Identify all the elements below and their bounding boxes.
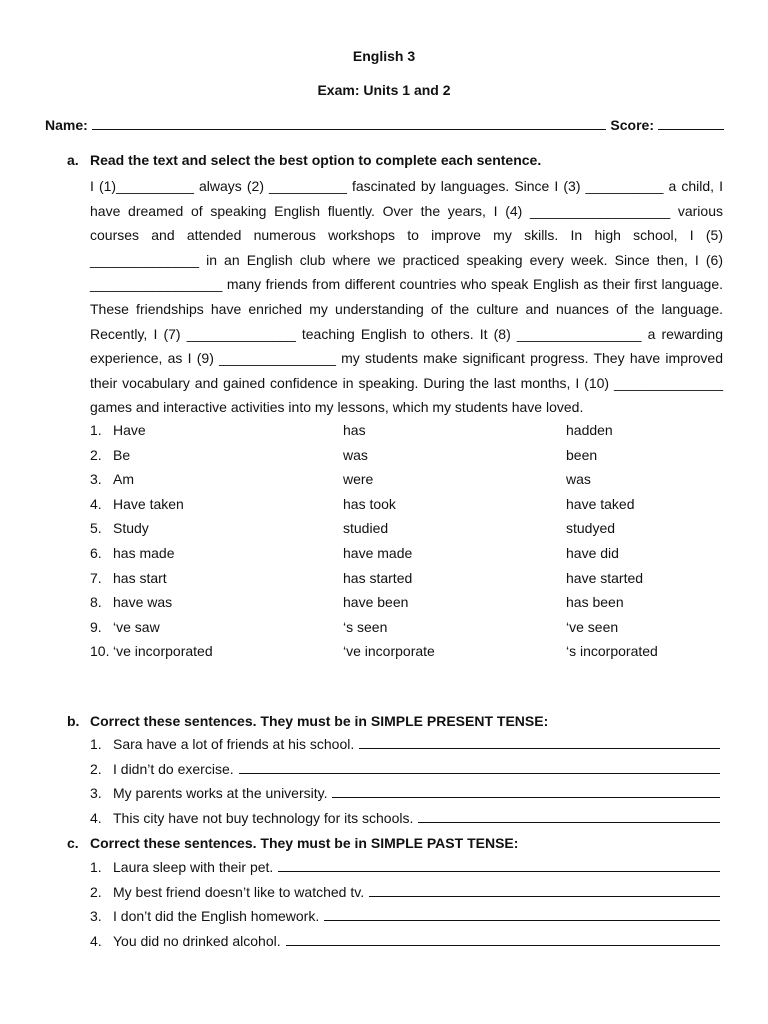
option-c[interactable]: been bbox=[566, 446, 598, 463]
option-number: 2. bbox=[90, 446, 102, 463]
name-field[interactable] bbox=[92, 117, 607, 130]
option-b[interactable]: studied bbox=[343, 520, 389, 537]
answer-line[interactable] bbox=[239, 761, 720, 774]
sentence-row bbox=[90, 859, 720, 875]
option-number: 10. bbox=[90, 643, 110, 660]
option-c[interactable]: has been bbox=[566, 594, 624, 611]
option-c[interactable]: have taked bbox=[566, 495, 635, 512]
option-a[interactable]: Am bbox=[113, 471, 134, 488]
sentence-number: 3. bbox=[90, 785, 102, 801]
option-b[interactable]: ‘ve incorporate bbox=[343, 643, 435, 660]
option-row bbox=[90, 570, 730, 590]
sentence-row bbox=[90, 810, 720, 826]
exam-title: Exam: Units 1 and 2 bbox=[317, 82, 451, 98]
option-b[interactable]: was bbox=[343, 446, 368, 463]
section-c-heading bbox=[67, 835, 518, 851]
section-a-instruction: Read the text and select the best option to complete each sentence. bbox=[90, 152, 542, 168]
option-row bbox=[90, 594, 730, 614]
answer-line[interactable] bbox=[332, 785, 720, 798]
sentence-text: You did no drinked alcohol. bbox=[113, 932, 281, 949]
name-score-row bbox=[45, 117, 724, 133]
answer-line[interactable] bbox=[324, 908, 720, 921]
section-b-heading bbox=[67, 713, 548, 729]
sentence-text: This city have not buy technology for its schools. bbox=[113, 809, 414, 826]
sentence-number: 2. bbox=[90, 883, 102, 900]
section-a-heading bbox=[67, 152, 541, 168]
sentence-text: I don’t did the English homework. bbox=[113, 908, 320, 924]
option-number: 6. bbox=[90, 545, 102, 561]
option-row bbox=[90, 619, 730, 639]
option-a[interactable]: Study bbox=[113, 520, 149, 537]
section-c-instruction: Correct these sentences. They must be in SIMPLE PAST TENSE: bbox=[90, 835, 519, 851]
sentence-row bbox=[90, 736, 720, 752]
option-b[interactable]: has took bbox=[343, 495, 396, 512]
option-a[interactable]: has start bbox=[113, 569, 167, 586]
answer-line[interactable] bbox=[418, 810, 720, 823]
option-number: 8. bbox=[90, 594, 102, 611]
course-title: English 3 bbox=[352, 48, 416, 64]
option-number: 3. bbox=[90, 471, 102, 488]
option-c[interactable]: ‘ve seen bbox=[566, 618, 619, 635]
option-b[interactable]: ‘s seen bbox=[343, 618, 388, 635]
option-b[interactable]: has started bbox=[343, 569, 413, 586]
sentence-number: 2. bbox=[90, 760, 102, 777]
option-a[interactable]: ‘ve incorporated bbox=[113, 643, 213, 660]
section-b-letter: b. bbox=[67, 713, 80, 729]
sentence-row bbox=[90, 933, 720, 949]
sentence-number: 4. bbox=[90, 809, 102, 826]
option-c[interactable]: studyed bbox=[566, 520, 616, 537]
score-field[interactable] bbox=[658, 117, 724, 130]
option-c[interactable]: was bbox=[566, 471, 591, 488]
option-number: 7. bbox=[90, 569, 102, 586]
sentence-number: 1. bbox=[90, 736, 102, 752]
option-row bbox=[90, 471, 730, 491]
option-b[interactable]: has bbox=[343, 422, 366, 438]
answer-line[interactable] bbox=[286, 933, 720, 946]
sentence-text: My best friend doesn’t like to watched tv. bbox=[113, 883, 365, 900]
option-b[interactable]: have made bbox=[343, 545, 413, 561]
option-c[interactable]: hadden bbox=[566, 422, 613, 438]
sentence-text: I didn’t do exercise. bbox=[113, 760, 234, 777]
sentence-text: Sara have a lot of friends at his school. bbox=[113, 736, 355, 752]
option-a[interactable]: have was bbox=[113, 594, 173, 611]
sentence-text: My parents works at the university. bbox=[113, 785, 328, 801]
option-a[interactable]: Have bbox=[113, 422, 146, 438]
option-row bbox=[90, 496, 730, 516]
answer-line[interactable] bbox=[359, 736, 720, 749]
name-label: Name: bbox=[45, 117, 88, 133]
section-a-letter: a. bbox=[67, 152, 79, 168]
option-b[interactable]: were bbox=[343, 471, 374, 488]
option-b[interactable]: have been bbox=[343, 594, 409, 611]
option-number: 5. bbox=[90, 520, 102, 537]
option-row bbox=[90, 520, 730, 540]
option-a[interactable]: has made bbox=[113, 545, 175, 561]
sentence-row bbox=[90, 785, 720, 801]
sentence-row bbox=[90, 884, 720, 900]
section-b-instruction: Correct these sentences. They must be in SIMPLE PRESENT TENSE: bbox=[90, 713, 549, 729]
sentence-number: 1. bbox=[90, 859, 102, 875]
option-a[interactable]: Have taken bbox=[113, 495, 184, 512]
option-a[interactable]: ‘ve saw bbox=[113, 618, 160, 635]
answer-line[interactable] bbox=[278, 859, 720, 872]
option-row bbox=[90, 447, 730, 467]
score-label: Score: bbox=[610, 117, 654, 133]
answer-line[interactable] bbox=[369, 884, 720, 897]
sentence-row bbox=[90, 908, 720, 924]
option-a[interactable]: Be bbox=[113, 446, 131, 463]
option-number: 1. bbox=[90, 422, 102, 438]
option-number: 9. bbox=[90, 618, 102, 635]
option-row bbox=[90, 422, 730, 442]
option-row bbox=[90, 643, 730, 663]
sentence-text: Laura sleep with their pet. bbox=[113, 859, 274, 875]
sentence-number: 4. bbox=[90, 932, 102, 949]
option-row bbox=[90, 545, 730, 565]
option-c[interactable]: have started bbox=[566, 569, 644, 586]
option-number: 4. bbox=[90, 495, 102, 512]
sentence-row bbox=[90, 761, 720, 777]
option-c[interactable]: have did bbox=[566, 545, 619, 561]
section-a-paragraph: I (1)__________ always (2) __________ fascinated by languages. Since I (3) __________ a child, I have dreamed of speaking English fluently. Over the years, I (4) __________________ various courses and attended numerous workshops to improve my skills. In high school, I (5) ______________ in an English club where we practiced speaking every week. Since then, I (6) _________________ many friends from different countries who speak English as their first language. These friendships have enriched my understanding of the culture and nuances of the language. Recently, I (7) ______________ teaching English to others. It (8) ________________ a rewarding experience, as I (9) _______________ my students make significant progress. They have improved their vocabulary and gained confidence in speaking. During the last months, I (10) ______________ games and interactive activities into my lessons, which my students have loved. bbox=[90, 178, 723, 416]
section-c-letter: c. bbox=[67, 835, 79, 851]
sentence-number: 3. bbox=[90, 908, 102, 924]
option-c[interactable]: ‘s incorporated bbox=[566, 643, 658, 660]
